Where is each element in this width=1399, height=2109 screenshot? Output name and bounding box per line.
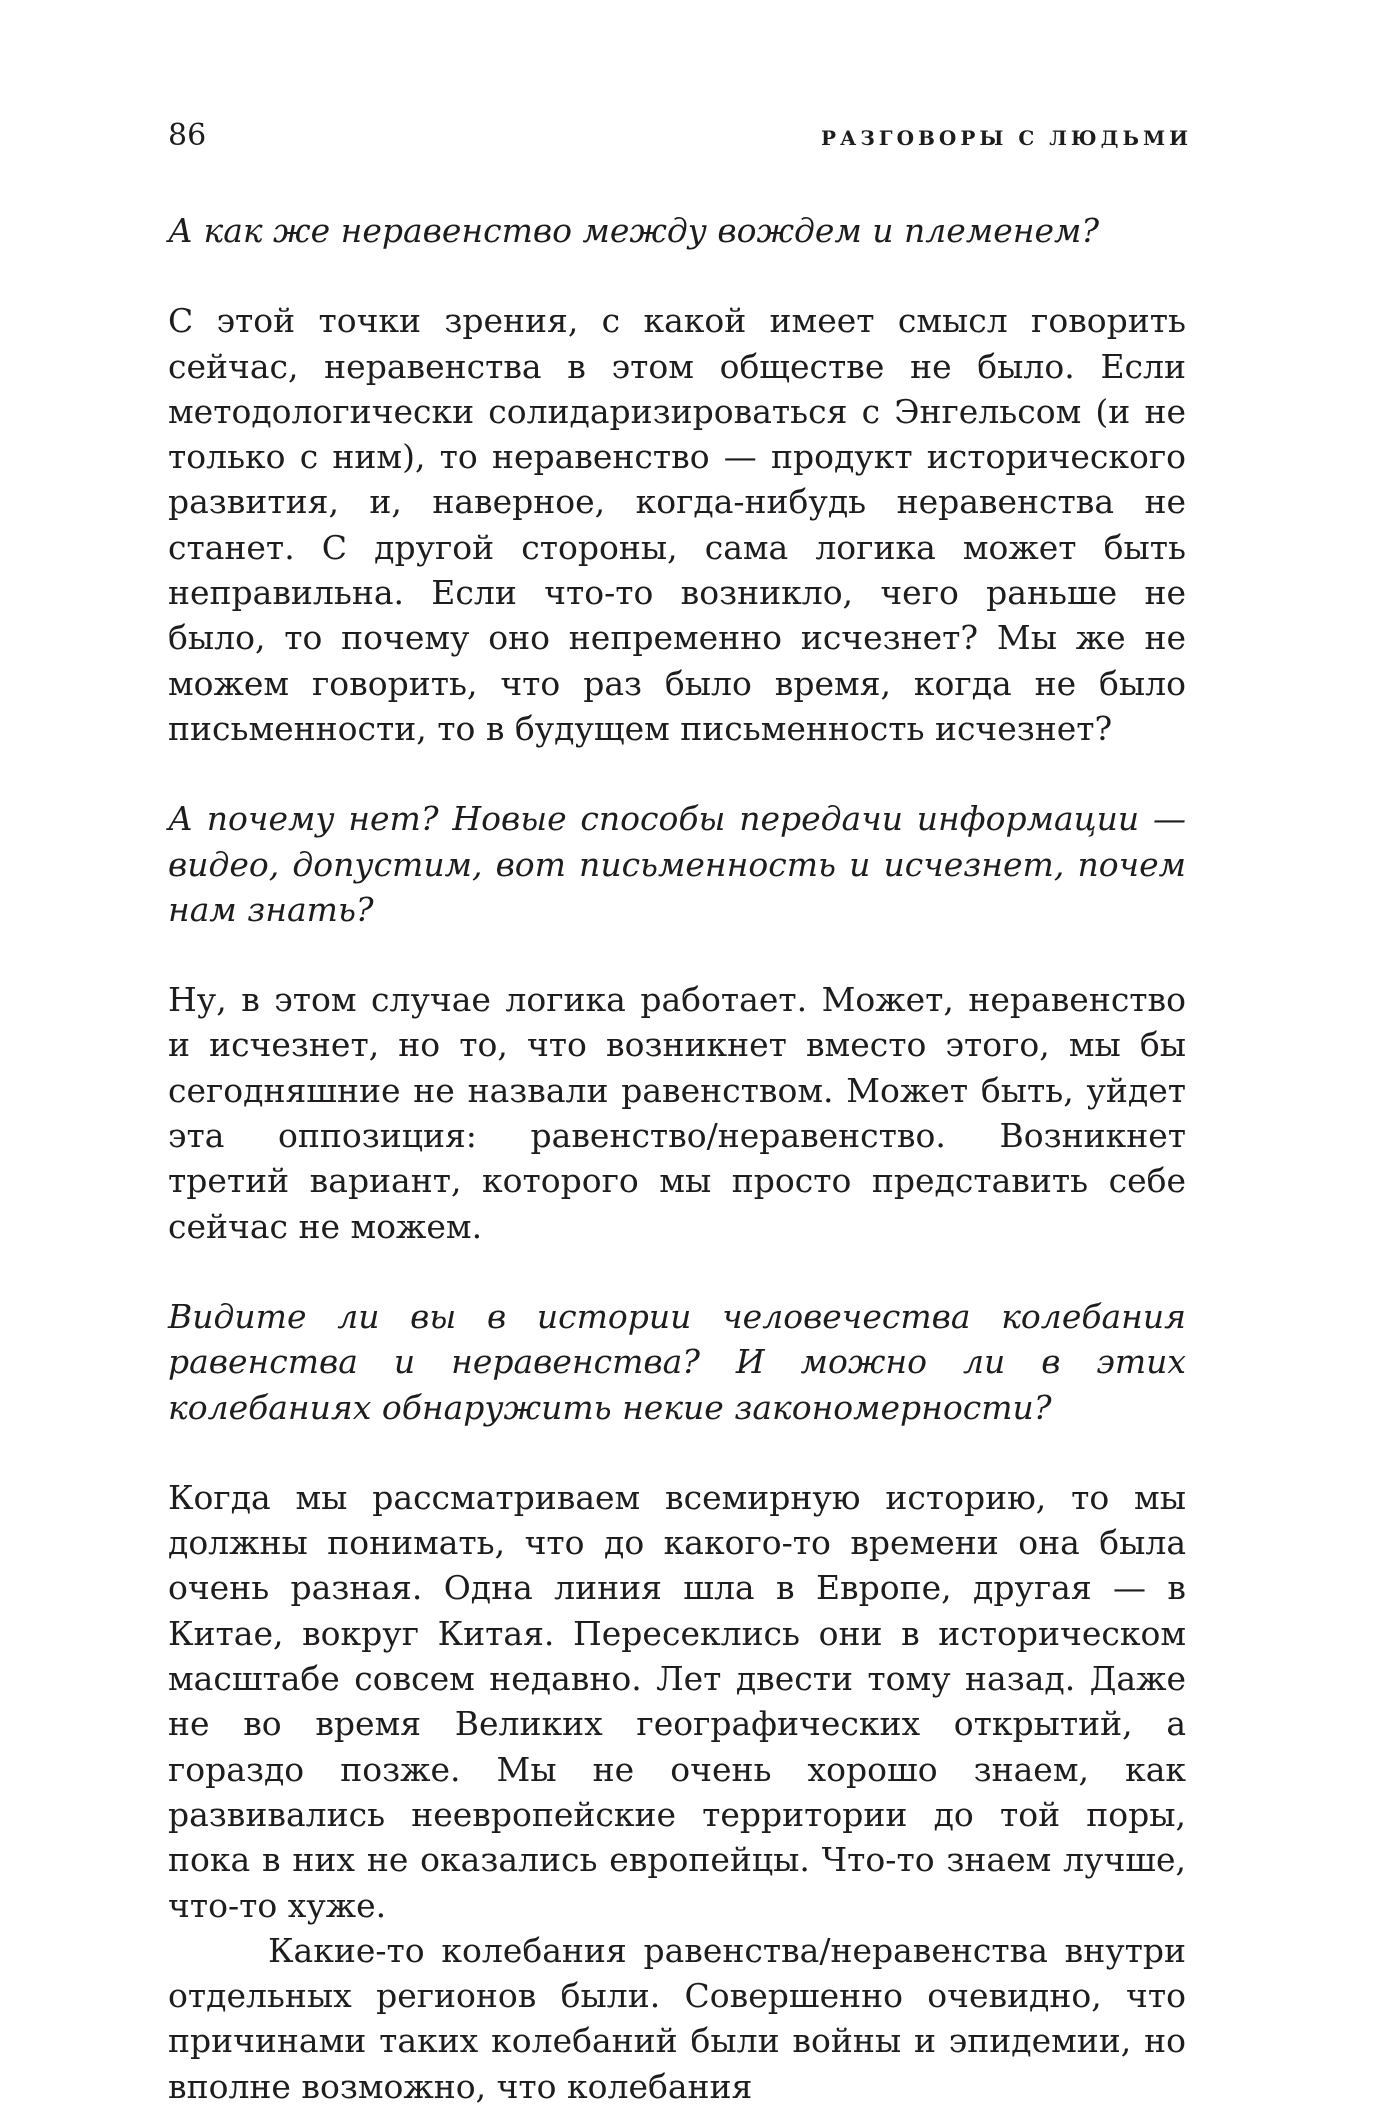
page-header bbox=[168, 118, 1192, 153]
answer-paragraph-continued: Какие-то колебания равенства/неравенства внутри отдельных регионов были. Совершенно очевидно, что причинами таких колебаний были войны и эпидемии, но вполне возможно, что колебания bbox=[168, 1930, 1186, 2106]
question-paragraph: А почему нет? Новые способы передачи информации — видео, допустим, вот письменность и исчезнет, почем нам знать? bbox=[168, 799, 1186, 929]
page-number: 86 bbox=[168, 118, 207, 153]
answer-paragraph: Ну, в этом случае логика работает. Может, неравенство и исчезнет, но то, что возникнет вместо этого, мы бы сегодняшние не назвали равенством. Может быть, уйдет эта оппозиция: равенство/неравенство. Возникнет третий вариант, которого мы просто представить себе сейчас не можем. bbox=[168, 980, 1186, 1246]
answer-paragraph: С этой точки зрения, с какой имеет смысл говорить сейчас, неравенства в этом обществе не было. Если методологически солидаризироваться с Энгельсом (и не только с ним), то неравенство — продукт исторического развития, и, наверное, когда-нибудь неравенства не станет. С другой стороны, сама логика может быть неправильна. Если что-то возникло, чего раньше не было, то почему оно непременно исчезнет? Мы же не можем говорить, что раз было время, когда не было письменности, то в будущем письменность исчезнет? bbox=[168, 301, 1186, 748]
running-head: РАЗГОВОРЫ С ЛЮДЬМИ bbox=[821, 126, 1192, 150]
question-paragraph: Видите ли вы в истории человечества колебания равенства и неравенства? И можно ли в этих колебаниях обнаружить некие закономерности? bbox=[168, 1296, 1186, 1427]
answer-paragraph: Когда мы рассматриваем всемирную историю, то мы должны понимать, что до какого-то времени она была очень разная. Одна линия шла в Европе, другая — в Китае, вокруг Китая. Пересеклись они в историческом масштабе совсем недавно. Лет двести тому назад. Даже не во время Великих географических открытий, а гораздо позже. Мы не очень хорошо знаем, как развивались неевропейские территории до той поры, пока в них не оказались европейцы. Что-то знаем лучше, что-то хуже. bbox=[168, 1477, 1186, 1925]
page-body bbox=[168, 208, 1186, 2109]
question-paragraph: А как же неравенство между вождем и племенем? bbox=[168, 211, 1100, 250]
